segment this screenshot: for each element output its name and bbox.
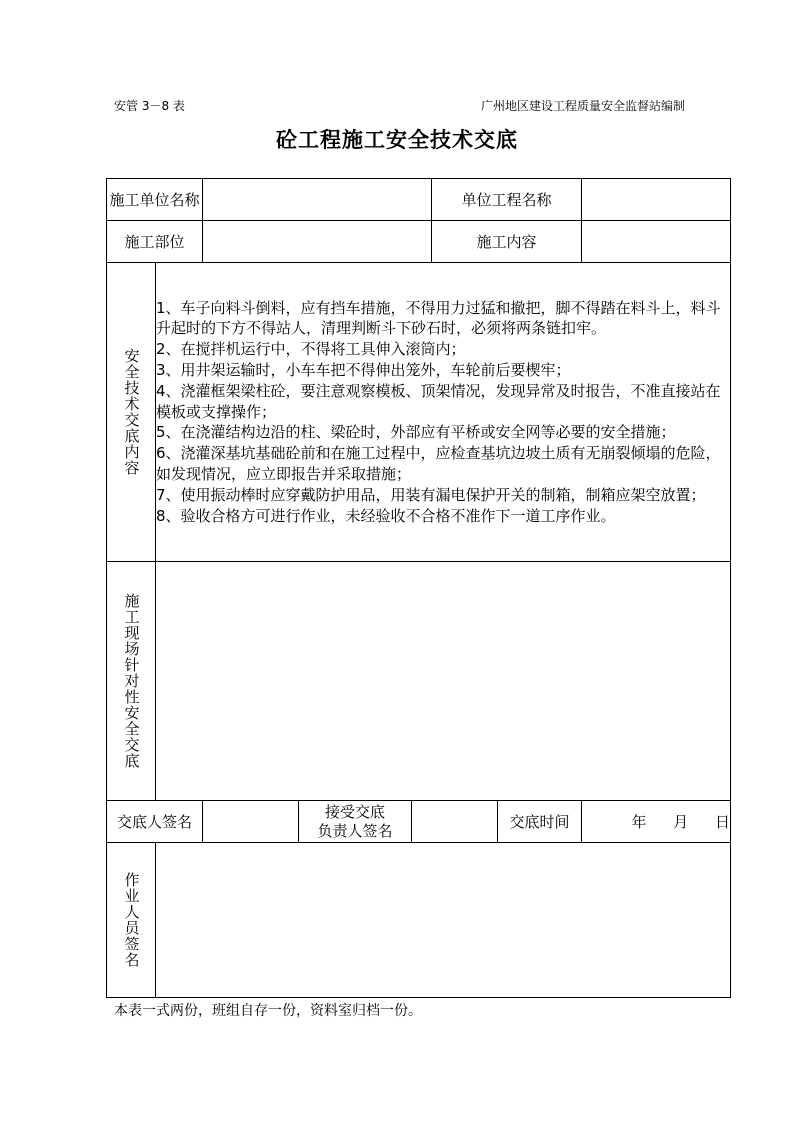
receiver-label: 接受交底 负责人签名 <box>299 801 412 843</box>
month-label: 月 <box>673 813 689 831</box>
unit-name-row <box>107 179 731 221</box>
workers-row <box>107 843 731 998</box>
day-label: 日 <box>715 813 731 831</box>
briefer-signature-field[interactable] <box>203 801 299 843</box>
issuer-text: 广州地区建设工程质量安全监督站编制 <box>481 99 686 113</box>
form-number: 安管 3－8 表 <box>114 99 185 113</box>
site-specific-row <box>107 562 731 801</box>
briefer-label: 交底人签名 <box>107 801 203 843</box>
footer-note: 本表一式两份，班组自存一份，资料室归档一份。 <box>114 1003 422 1019</box>
signature-row <box>107 801 731 843</box>
content-label: 施工内容 <box>432 221 582 263</box>
part-field[interactable] <box>203 221 432 263</box>
briefing-form-table <box>106 178 731 998</box>
time-label: 交底时间 <box>498 801 582 843</box>
safety-content-label: 安全技术交底内容 <box>122 348 141 476</box>
safety-item: 5、在浇灌结构边沿的柱、梁砼时，外部应有平桥或安全网等必要的安全措施； <box>156 423 676 442</box>
part-label: 施工部位 <box>107 221 203 263</box>
workers-signature-field[interactable] <box>156 843 731 998</box>
safety-item: 4、浇灌框架梁柱砼，要注意观察模板、顶架情况，发现异常及时报告，不准直接站在模板或支撑操作； <box>156 381 721 421</box>
project-name-field[interactable] <box>582 179 731 221</box>
project-name-label: 单位工程名称 <box>432 179 582 221</box>
safety-content-row <box>107 263 731 562</box>
safety-item: 7、使用振动棒时应穿戴防护用品，用装有漏电保护开关的制箱，制箱应架空放置； <box>156 485 706 504</box>
safety-item: 3、用井架运输时，小车车把不得伸出笼外，车轮前后要楔牢； <box>156 361 571 379</box>
document-title: 砼工程施工安全技术交底 <box>276 127 518 152</box>
safety-content-text <box>156 263 731 562</box>
safety-item: 2、在搅拌机运行中，不得将工具伸入滚筒内； <box>156 340 466 359</box>
site-specific-field[interactable] <box>156 562 731 801</box>
safety-item: 6、浇灌深基坑基础砼前和在施工过程中，应检查基坑边坡土质有无崩裂倾塌的危险，如发现情况，应立即报告并采取措施； <box>156 444 721 483</box>
safety-item: 8、验收合格方可进行作业，未经验收不合格不准作下一道工序作业。 <box>156 506 616 525</box>
workers-signature-label: 作业人员签名 <box>122 872 141 968</box>
receiver-signature-field[interactable] <box>412 801 498 843</box>
content-field[interactable] <box>582 221 731 263</box>
part-row <box>107 221 731 263</box>
date-field[interactable] <box>582 801 731 843</box>
year-label: 年 <box>631 813 647 831</box>
unit-name-field[interactable] <box>203 179 432 221</box>
safety-item: 1、车子向料斗倒料，应有挡车措施，不得用力过猛和撤把，脚不得踏在料斗上，料斗升起时的下方不得站人，清理判断斗下砂石时，必须将两条链扣牢。 <box>156 298 721 338</box>
unit-name-label: 施工单位名称 <box>107 179 203 221</box>
site-specific-label: 施工现场针对性安全交底 <box>122 593 141 769</box>
